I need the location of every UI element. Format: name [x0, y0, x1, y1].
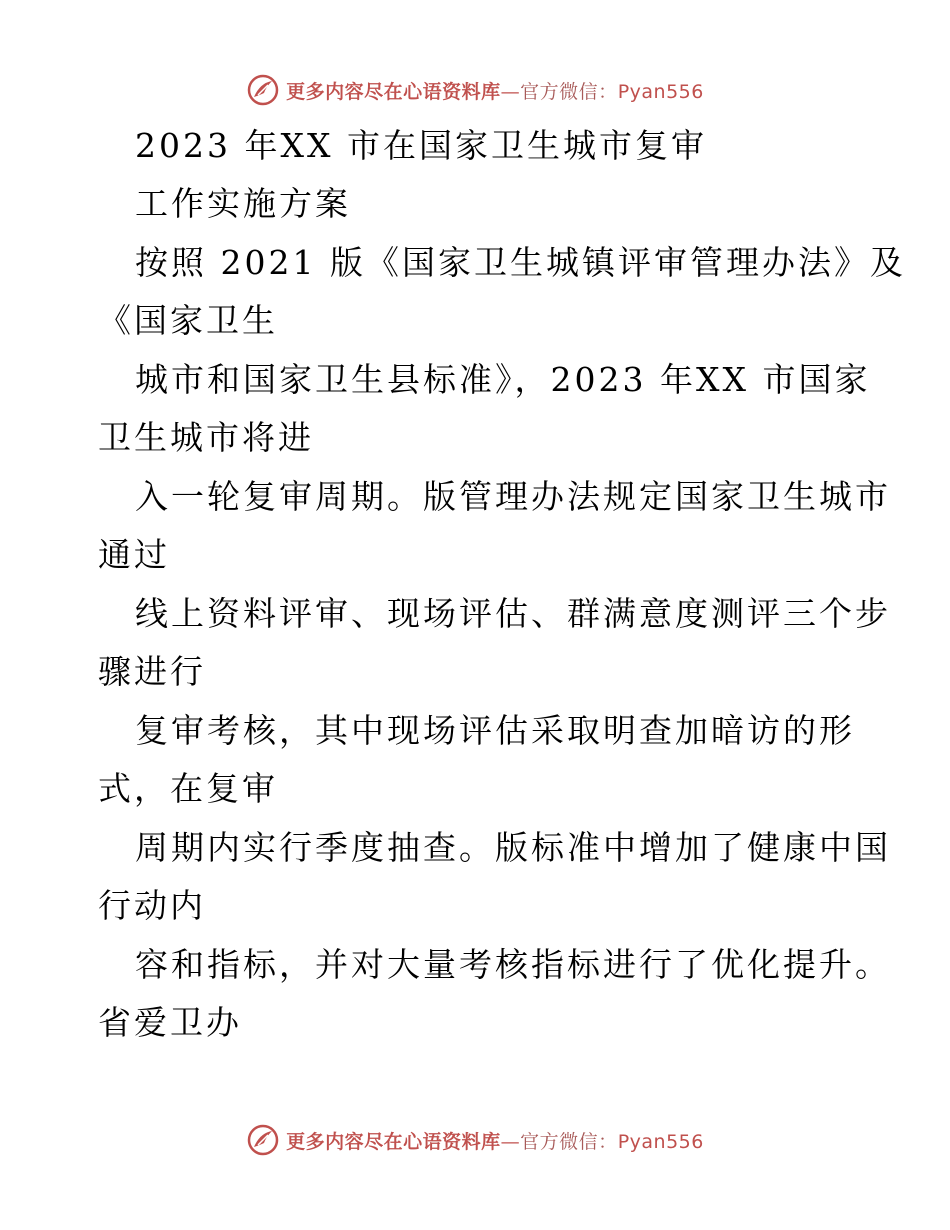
doc-line-14: 行动内 [98, 886, 206, 925]
doc-line-11: 复审考核，其中现场评估采取明查加暗访的形 [135, 711, 855, 750]
doc-line-4: 《国家卫生 [98, 301, 278, 340]
watermark-text [286, 77, 704, 104]
pen-logo-icon [246, 1123, 280, 1157]
watermark-label: 官方微信： [520, 80, 618, 103]
doc-line-10: 骤进行 [98, 652, 206, 691]
footer-watermark [0, 1120, 950, 1160]
doc-line-16: 省爱卫办 [98, 1003, 242, 1042]
doc-line-3: 按照 2021 版《国家卫生城镇评审管理办法》及 [135, 243, 906, 282]
doc-line-1: 2023 年XX 市在国家卫生城市复审 [135, 126, 707, 165]
watermark-separator: — [500, 80, 521, 103]
doc-line-7: 入一轮复审周期。版管理办法规定国家卫生城市 [135, 477, 891, 516]
doc-line-15: 容和指标，并对大量考核指标进行了优化提升。 [135, 945, 891, 984]
doc-line-8: 通过 [98, 535, 170, 574]
doc-line-9: 线上资料评审、现场评估、群满意度测评三个步 [135, 594, 891, 633]
header-watermark [0, 70, 950, 110]
watermark-text [286, 1127, 704, 1154]
watermark-chinese: 更多内容尽在心语资料库 [286, 1130, 501, 1153]
doc-line-13: 周期内实行季度抽查。版标准中增加了健康中国 [135, 828, 891, 867]
doc-line-6: 卫生城市将进 [98, 418, 314, 457]
doc-line-12: 式，在复审 [98, 769, 278, 808]
doc-line-2: 工作实施方案 [135, 184, 351, 223]
watermark-separator: — [500, 1130, 521, 1153]
doc-line-5: 城市和国家卫生县标准》，2023 年XX 市国家 [135, 360, 871, 399]
watermark-label: 官方微信： [520, 1130, 618, 1153]
watermark-id: Pyan556 [617, 80, 704, 103]
pen-logo-icon [246, 73, 280, 107]
watermark-chinese: 更多内容尽在心语资料库 [286, 80, 501, 103]
watermark-id: Pyan556 [617, 1130, 704, 1153]
